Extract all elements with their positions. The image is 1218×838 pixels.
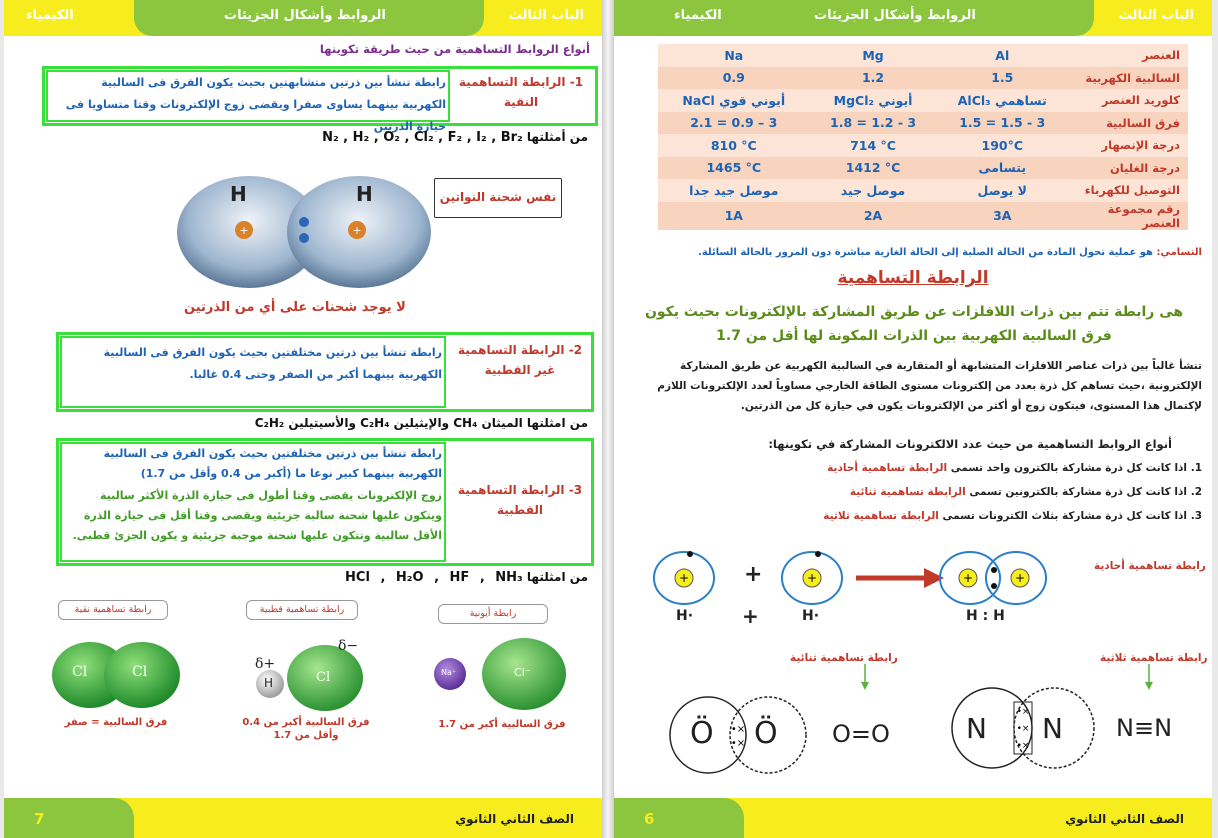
table-row (658, 157, 1188, 180)
delta-minus: δ− (338, 638, 359, 654)
covalent-bond-paragraph: تنشأ غالباً بين ذرات عناصر اللافلزات المتشابهة أو المتقاربة في السالبية الكهربية عن طريق المشاركة الإلكترونية ،حيث تساهم كل ذرة بعدد من إلكترونات مستوى الطاقة الخارجي مساوياً لعدد الإلكترونات اللازم لإكتمال هذا المستوى، فيتكون زوج أو أكثر من الإلكترونات يكون في حيازة كل من الذرتين. (657, 360, 1202, 412)
h2-atom-left: H (230, 182, 247, 206)
double-bond-label: رابطة تساهمية ثنائية (790, 652, 898, 664)
footer-grade: الصف الثاني الثانوي (455, 812, 574, 826)
table-cell: موصل جيد جدا (689, 182, 779, 198)
table-cell: 190°C (981, 137, 1024, 153)
footer-grade: الصف الثاني الثانوي (1065, 812, 1184, 826)
table-cell: NaCl أيوني قوي (682, 92, 786, 108)
n-atom-right: N (1042, 712, 1063, 745)
cl-atom-2: Cl (132, 664, 148, 680)
bond2-examples: من امثلتها الميثان CH₄ والإيثيلين C₂H₄ والأسيتيلين C₂H₂ (254, 416, 588, 430)
table-row (658, 179, 1188, 202)
table-cell: AlCl₃ تساهمي (957, 92, 1047, 108)
list-item: 2. اذا كانت كل ذرة مشاركة بالكترونين تسمى الرابطة تساهمية ثنائية (849, 486, 1202, 498)
bond3-formulas: HCl , H₂O , HF , NH₃ (345, 570, 523, 585)
nucleus-charge-callout: نفس شحنة النواتين (434, 178, 562, 218)
delta-plus: δ+ (255, 656, 276, 672)
svg-text:+: + (678, 571, 690, 585)
table-cell: 1.2 (810, 67, 937, 90)
bond3-examples: من امثلتها HCl , H₂O , HF , NH₃ (345, 570, 588, 585)
bond-types-subheading: أنواع الروابط التساهمية من حيث عدد الالكترونات المشاركة في تكوينها: (768, 437, 1172, 451)
triple-bond-label: رابطة تساهمية ثلاثية (1100, 652, 1208, 664)
n2-formula: N≡N (1116, 714, 1173, 742)
header-chapter: الباب الثالث (508, 8, 584, 23)
bond3-label: 3- الرابطة التساهمية القطبية (457, 483, 583, 517)
h-atom: H (264, 676, 274, 690)
cl-ion: Cl⁻ (514, 666, 531, 679)
page-footer (4, 798, 602, 838)
arrow-down-icon (860, 664, 870, 690)
pure-bond-box: رابطة تساهمية نقية (58, 600, 168, 620)
table-cell: موصل جيد (840, 182, 906, 198)
header-topic: الروابط وأشكال الجزيئات (224, 8, 386, 23)
elements-comparison-table (658, 44, 1188, 230)
h-dot-right: H· (802, 608, 820, 624)
table-cell: 2A (810, 202, 937, 230)
row-label: درجة الغليان (1068, 157, 1188, 180)
page-number: 6 (644, 810, 655, 828)
table-cell: Al (995, 47, 1010, 63)
svg-text:•×: •× (1016, 724, 1030, 734)
table-cell: يتسامى (937, 157, 1068, 180)
svg-text:+: + (1014, 571, 1026, 585)
table-cell: 1412 °C (810, 157, 937, 180)
book-spine (602, 0, 614, 838)
bond1-formulas: N₂ , H₂ , O₂ , Cl₂ , F₂ , I₂ , Br₂ (322, 130, 523, 145)
n-atom-left: N (966, 712, 987, 745)
ionic-bond-caption: فرق السالبية أكبر من 1.7 (438, 719, 566, 730)
single-bond-diagram (634, 540, 1074, 620)
svg-text:+: + (962, 571, 974, 585)
row-label: رقم مجموعة العنصر (1068, 202, 1188, 230)
table-row (658, 89, 1188, 112)
polar-bond-box: رابطة تساهمية قطبية (246, 600, 358, 620)
row-label: التوصيل للكهرباء (1084, 183, 1180, 198)
row-label: درجة الإنصهار (1101, 138, 1180, 153)
na-ion: Na⁺ (441, 668, 457, 677)
header-subject: الكيمياء (674, 8, 722, 23)
page-number: 7 (34, 810, 45, 828)
svg-text:+: + (239, 224, 249, 237)
row-label: كلوريد العنصر (1101, 93, 1180, 108)
h2-electron-cloud (174, 172, 434, 298)
o-atom-right: Ö (754, 716, 778, 751)
bond2-label: 2- الرابطة التساهمية غير القطبية (457, 343, 583, 377)
table-cell: 1.8 = 1.2 - 3 (810, 112, 937, 135)
covalent-bond-heading: الرابطة التساهمية (837, 268, 989, 288)
left-page (4, 0, 602, 838)
row-label: العنصر (1142, 48, 1180, 63)
page-header (614, 0, 1212, 36)
list-item: 3. اذا كانت كل ذرة مشاركة بثلاث الكترونات تسمى الرابطة تساهمية ثلاثية (823, 510, 1202, 522)
single-bond-label: رابطة تساهمية أحادية (1094, 560, 1206, 572)
bond3-text2: زوج الإلكترونات يقضى وقتا أطول فى حيازة الذرة الأكثر سالبية ويتكون عليها شحنة سالبة جزيئية ويقضى وقتا أقل فى حيازة الذرة الأقل سالبية وتتكون عليها شحنة موجبة جزيئية و يكون الجزئ قطبى. (72, 489, 442, 542)
svg-text:+: + (806, 571, 818, 585)
table-cell: 1.5 (937, 67, 1068, 90)
table-cell: 810 °C (710, 137, 757, 153)
pure-bond-caption: فرق السالبية = صفر (64, 717, 168, 728)
table-row (658, 112, 1188, 135)
polar-bond-caption: فرق السالبية أكبر من 0.4 وأقل من 1.7 (242, 717, 370, 741)
sublimation-note: التسامي: هو عملية تحول المادة من الحالة الصلبة إلى الحالة الغازية مباشرة دون المرور بالحالة السائلة. (698, 247, 1202, 258)
o2-formula: O=O (832, 720, 890, 748)
h2-lewis: H : H (966, 608, 1005, 624)
table-cell: 1465 °C (658, 157, 810, 180)
arrow-down-icon (1144, 664, 1154, 690)
bond1-examples: من أمثلتها N₂ , H₂ , O₂ , Cl₂ , F₂ , I₂ , Br₂ (322, 130, 588, 145)
ionic-bond-box: رابطة أيونية (438, 604, 548, 624)
table-cell: Na (724, 47, 744, 63)
header-topic: الروابط وأشكال الجزيئات (814, 8, 976, 23)
bond2-text: رابطة تنشأ بين ذرتين مختلفتين بحيث يكون الفرق فى السالبية الكهربية بينهما أكبر من الصفر وحتى 0.4 غالبا. (103, 346, 442, 381)
o-atom-left: Ö (690, 716, 714, 751)
bond3-text1: رابطة تنشأ بين ذرتين مختلفتين بحيث يكون الفرق فى السالبية الكهربية بينهما كبير نوعا ما (أكبر من 0.4 وأقل من 1.7) (103, 447, 442, 480)
cl-atom-1: Cl (72, 664, 88, 680)
svg-text:•×: •× (1016, 741, 1030, 751)
table-cell: 714 °C (850, 137, 896, 153)
bond1-label: 1- الرابطة التساهمية النقية (458, 75, 584, 109)
no-charge-note: لا يوجد شحنات على أي من الذرتين (184, 300, 406, 315)
table-cell: 1.5 = 1.5 - 3 (937, 112, 1068, 135)
cl-atom-polar: Cl (316, 670, 331, 685)
table-cell: 3A (937, 202, 1068, 230)
table-row (658, 44, 1188, 67)
page-header (4, 0, 602, 36)
table-cell: MgCl₂ أيوني (833, 92, 913, 108)
covalent-bond-definition: هى رابطة تتم بين ذرات اللافلزات عن طريق المشاركة بالإلكترونات بحيث يكون فرق السالبية الكهربية بين الذرات المكونة لها أقل من 1.7 (644, 304, 1184, 344)
table-cell: 1A (658, 202, 810, 230)
svg-text:•×: •× (730, 738, 746, 749)
table-cell: 2.1 = 0.9 – 3 (658, 112, 810, 135)
svg-text:+: + (352, 224, 362, 237)
section-title: أنواع الروابط التساهمية من حيث طريقة تكوينها (319, 42, 590, 56)
list-item: 1. اذا كانت كل ذرة مشاركة بالكترون واحد تسمى الرابطة تساهمية أحادية (827, 462, 1202, 474)
h2-atom-right: H (356, 182, 373, 206)
table-cell: لا يوصل (977, 182, 1027, 198)
svg-text:•×: •× (730, 724, 746, 735)
cl2-molecule (50, 640, 182, 710)
header-chapter: الباب الثالث (1118, 8, 1194, 23)
o2-lewis-diagram (664, 690, 814, 780)
plus-sign: + (744, 562, 763, 587)
page-footer (614, 798, 1212, 838)
right-page (614, 0, 1212, 838)
plus-sign: + (742, 604, 759, 628)
table-row (658, 134, 1188, 157)
header-subject: الكيمياء (26, 8, 74, 23)
row-label: السالبية الكهربية (1068, 67, 1188, 90)
h-dot-left: H· (676, 608, 694, 624)
bond1-text: رابطة تنشأ بين ذرتين متشابهتين بحيث يكون الفرق فى السالبية الكهربية بينهما يساوى صفرا ويقضى زوج الإلكترونات وقتا متساويا فى حيازة الذرتين (65, 76, 446, 133)
row-label: فرق السالبية (1068, 112, 1188, 135)
svg-text:•×: •× (1016, 707, 1030, 717)
table-cell: 0.9 (658, 67, 810, 90)
table-cell: Mg (862, 47, 884, 63)
table-row (658, 202, 1188, 230)
table-row (658, 67, 1188, 90)
